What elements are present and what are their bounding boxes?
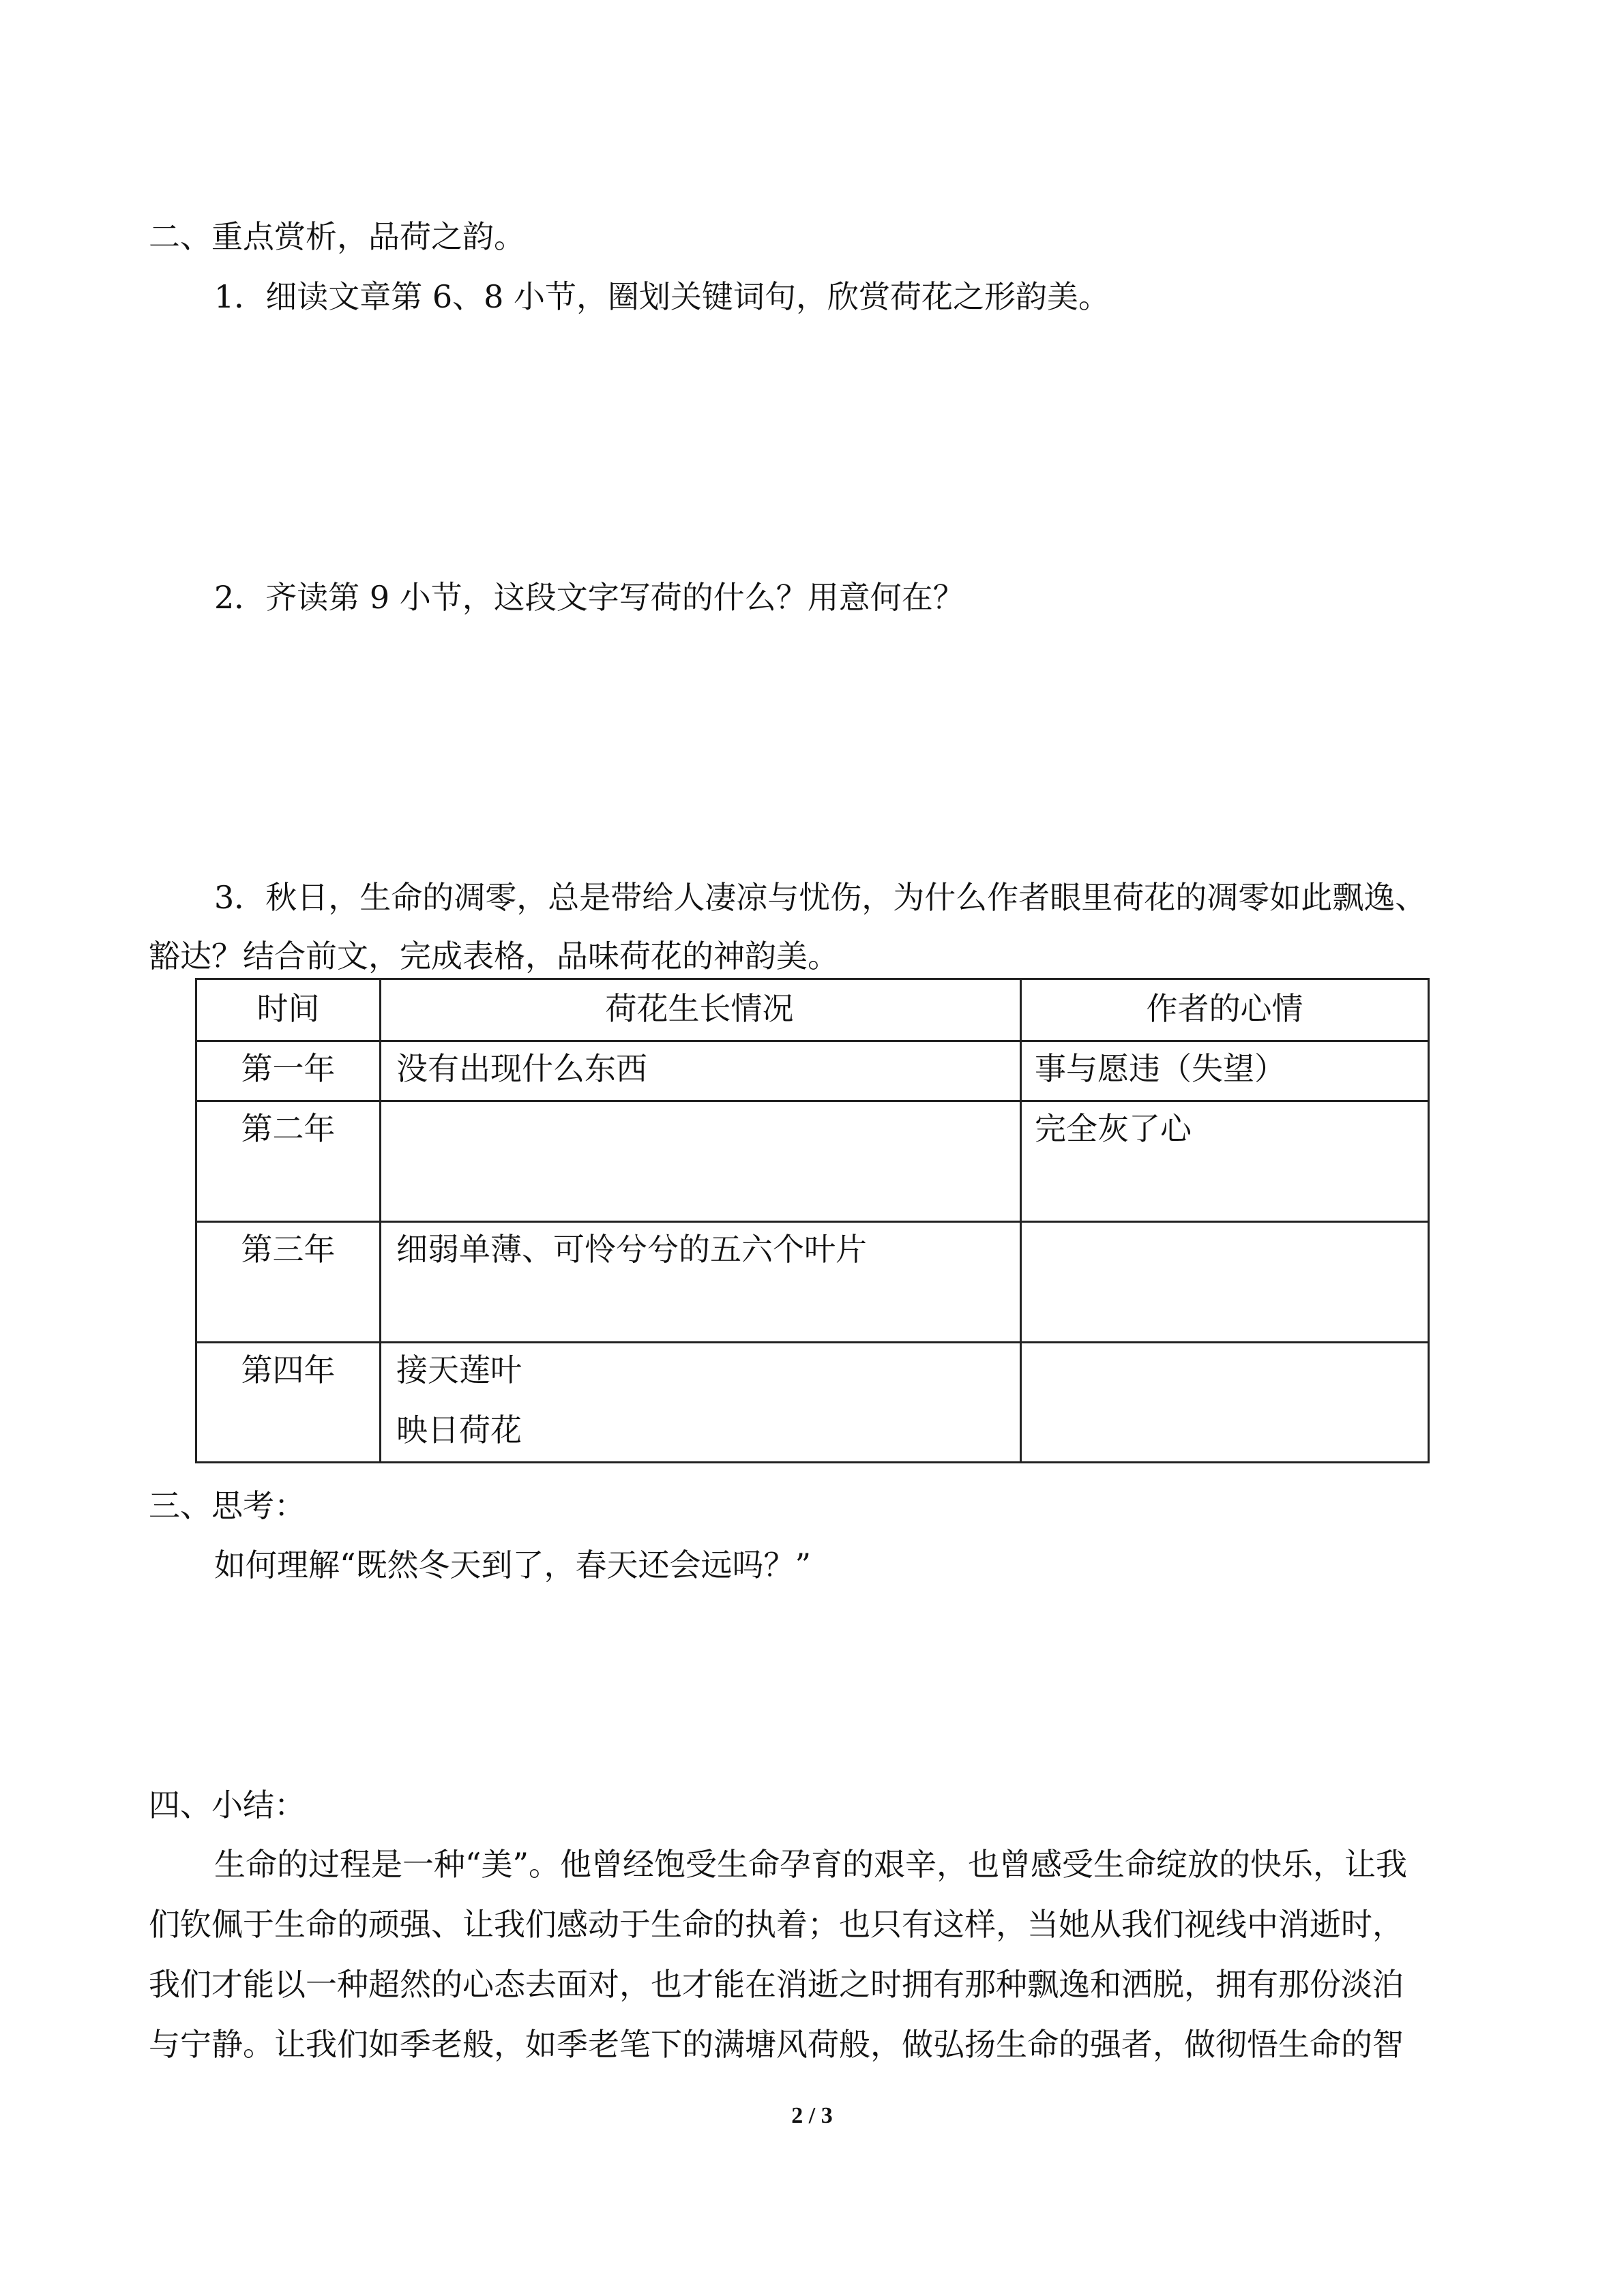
header-time: 时间 [256, 990, 320, 1027]
row-1-year: 第一年 [241, 1050, 336, 1087]
row-4-growth-line-2: 映日荷花 [396, 1412, 522, 1448]
section-3-heading: 三、思考： [149, 1487, 306, 1524]
row-4-year: 第四年 [241, 1352, 336, 1388]
row-2-mood: 完全灰了心 [1035, 1110, 1192, 1147]
summary-line-2: 们钦佩于生命的顽强、让我们感动于生命的执着；也只有这样，当她从我们视线中消逝时， [149, 1906, 1404, 1943]
row-3-growth: 细弱单薄、可怜兮兮的五六个叶片 [396, 1231, 867, 1268]
section-2-heading: 二、重点赏析，品荷之韵。 [149, 218, 525, 255]
header-mood: 作者的心情 [1146, 990, 1303, 1027]
summary-line-1: 生命的过程是一种“美”。他曾经饱受生命孕育的艰辛，也曾感受生命绽放的快乐，让我 [214, 1846, 1408, 1883]
header-growth: 荷花生长情况 [605, 990, 794, 1027]
row-1-mood: 事与愿违（失望） [1035, 1050, 1286, 1087]
question-2: 2．齐读第 9 小节，这段文字写荷的什么？用意何在？ [214, 579, 964, 616]
question-3-line-2: 豁达？结合前文，完成表格，品味荷花的神韵美。 [149, 938, 839, 974]
row-1-growth: 没有出现什么东西 [396, 1050, 647, 1087]
page-number: 2 / 3 [791, 2103, 833, 2128]
lotus-growth-table [195, 978, 1430, 1463]
summary-line-4: 与宁静。让我们如季老般，如季老笔下的满塘风荷般，做弘扬生命的强者，做彻悟生命的智 [149, 2026, 1404, 2063]
row-4-growth-line-1: 接天莲叶 [396, 1352, 522, 1388]
question-3-line-1: 3．秋日，生命的凋零，总是带给人凄凉与忧伤，为什么作者眼里荷花的凋零如此飘逸、 [214, 879, 1427, 916]
row-3-year: 第三年 [241, 1231, 336, 1268]
summary-line-3: 我们才能以一种超然的心态去面对，也才能在消逝之时拥有那种飘逸和洒脱，拥有那份淡泊 [149, 1966, 1404, 2003]
section-4-heading: 四、小结： [149, 1787, 306, 1823]
row-2-year: 第二年 [241, 1110, 336, 1147]
question-1: 1．细读文章第 6、8 小节，圈划关键词句，欣赏荷花之形韵美。 [214, 278, 1110, 315]
thinking-question: 如何理解“既然冬天到了，春天还会远吗？” [214, 1547, 812, 1583]
